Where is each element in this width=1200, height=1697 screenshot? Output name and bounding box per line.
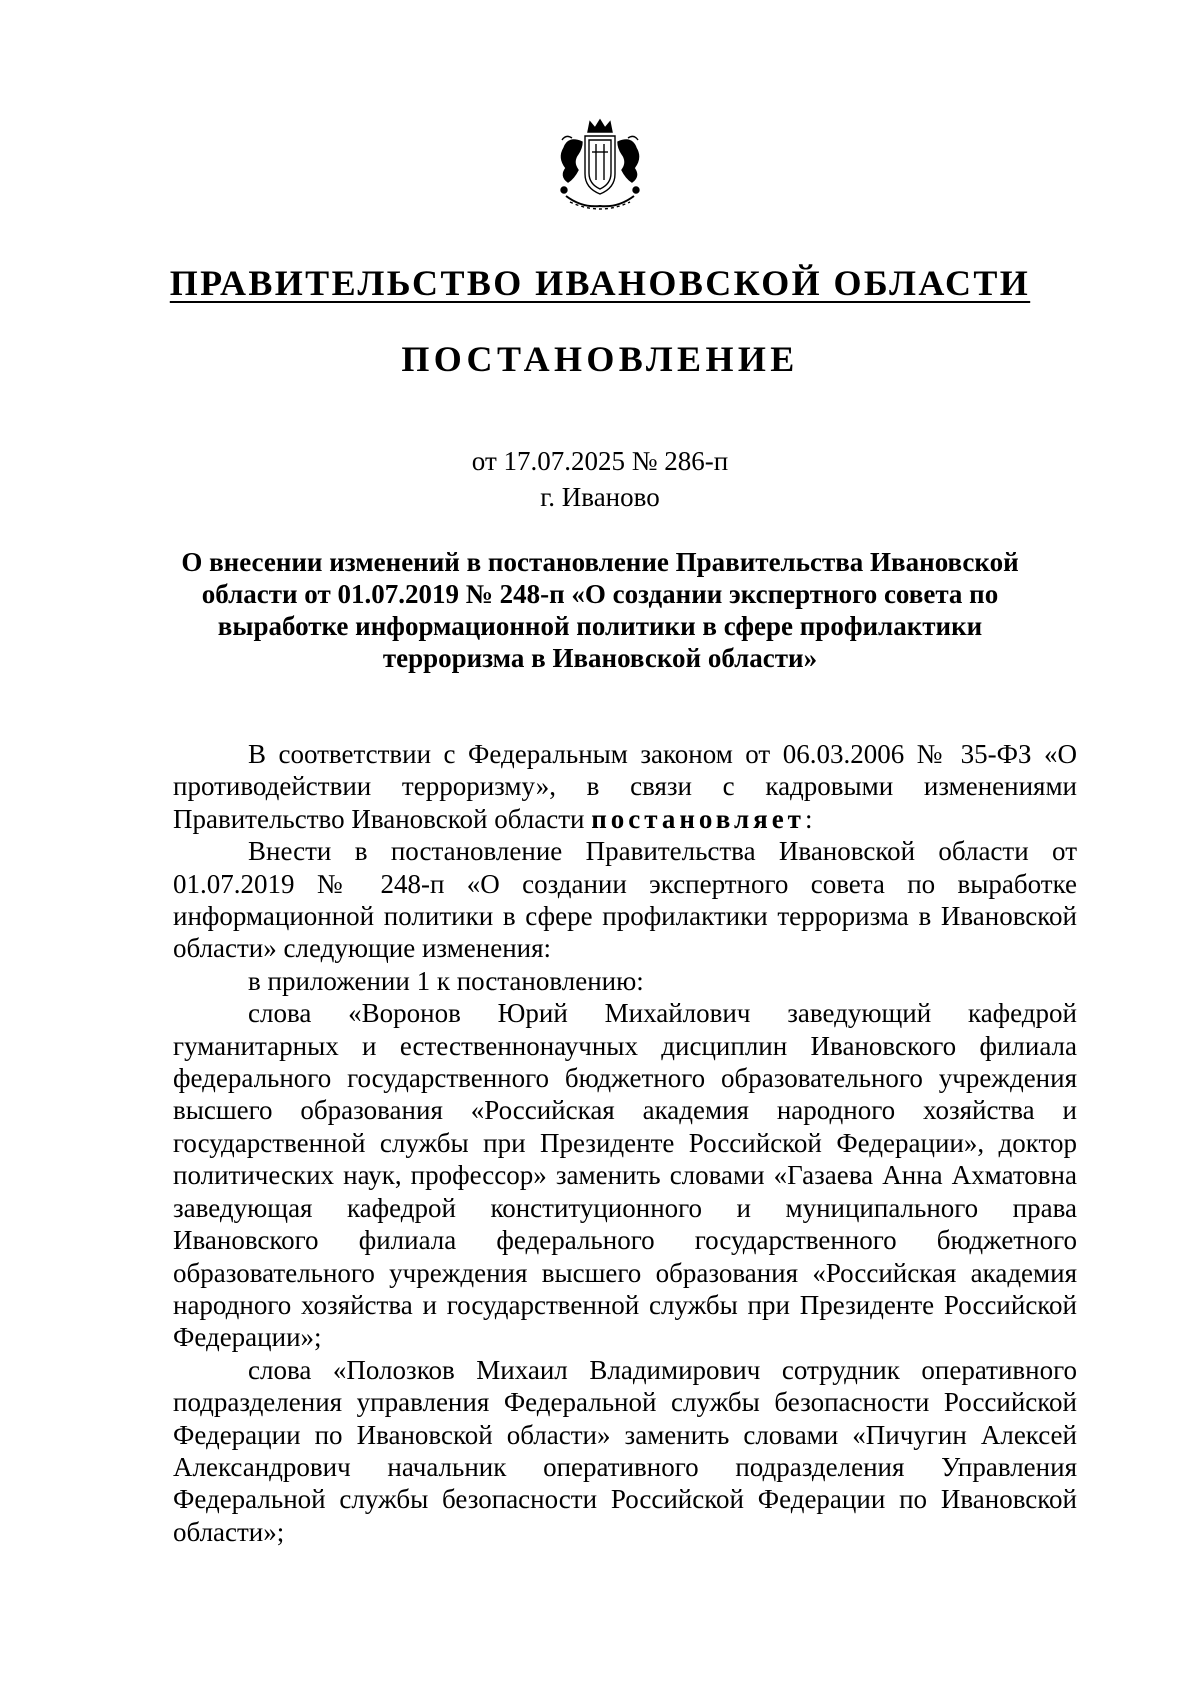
document-place: г. Иваново: [540, 482, 660, 512]
document-title: О внесении изменений в постановление Правительства Ивановской области от 01.07.2019 № 248-п «О создании экспертного совета по выработке информационной политики в сфере профилактики терроризма в Ивановской области»: [181, 547, 1019, 673]
preamble-colon: :: [804, 803, 813, 834]
paragraph-appendix: в приложении 1 к постановлению:: [248, 965, 644, 996]
organization-name: [0, 262, 1200, 304]
document-body: [173, 738, 1077, 1548]
paragraph-preamble: [173, 738, 1077, 835]
coat-of-arms-icon: [552, 118, 648, 218]
paragraph-amend: Внести в постановление Правительства Ивановской области от 01.07.2019 № 248-п «О создании экспертного совета по выработке информационной политики в сфере профилактики терроризма в Ивановской области» следующие изменения:: [173, 836, 1077, 964]
preamble-text: В соответствии с Федеральным законом от 06.03.2006 № 35-ФЗ «О противодействии терроризму», в связи с кадровыми изменениями Правительство Ивановской области: [173, 739, 1077, 834]
paragraph-change-2: слова «Полозков Михаил Владимирович сотрудник оперативного подразделения управления Федеральной службы безопасности Российской Федерации по Ивановской области» заменить словами «Пичугин Алексей Александрович начальник оперативного подразделения Управления Федеральной службы безопасности Российской Федерации по Ивановской области»;: [173, 1354, 1077, 1547]
paragraph-change-1: слова «Воронов Юрий Михайлович заведующий кафедрой гуманитарных и естественнонаучных дисциплин Ивановского филиала федерального государственного бюджетного образовательного учреждения высшего образования «Российская академия народного хозяйства и государственной службы при Президенте Российской Федерации», доктор политических наук, профессор» заменить словами «Газаева Анна Ахматовна заведующая кафедрой конституционного и муниципального права Ивановского филиала федерального государственного бюджетного образовательного учреждения высшего образования «Российская академия народного хозяйства и государственной службы при Президенте Российской Федерации»;: [173, 998, 1077, 1353]
resolves-keyword: постановляет: [591, 803, 805, 834]
document-date-number: от 17.07.2025 № 286-п: [471, 446, 729, 476]
document-type: ПОСТАНОВЛЕНИЕ: [401, 339, 799, 379]
organization-name-text: ПРАВИТЕЛЬСТВО ИВАНОВСКОЙ ОБЛАСТИ: [169, 263, 1031, 303]
